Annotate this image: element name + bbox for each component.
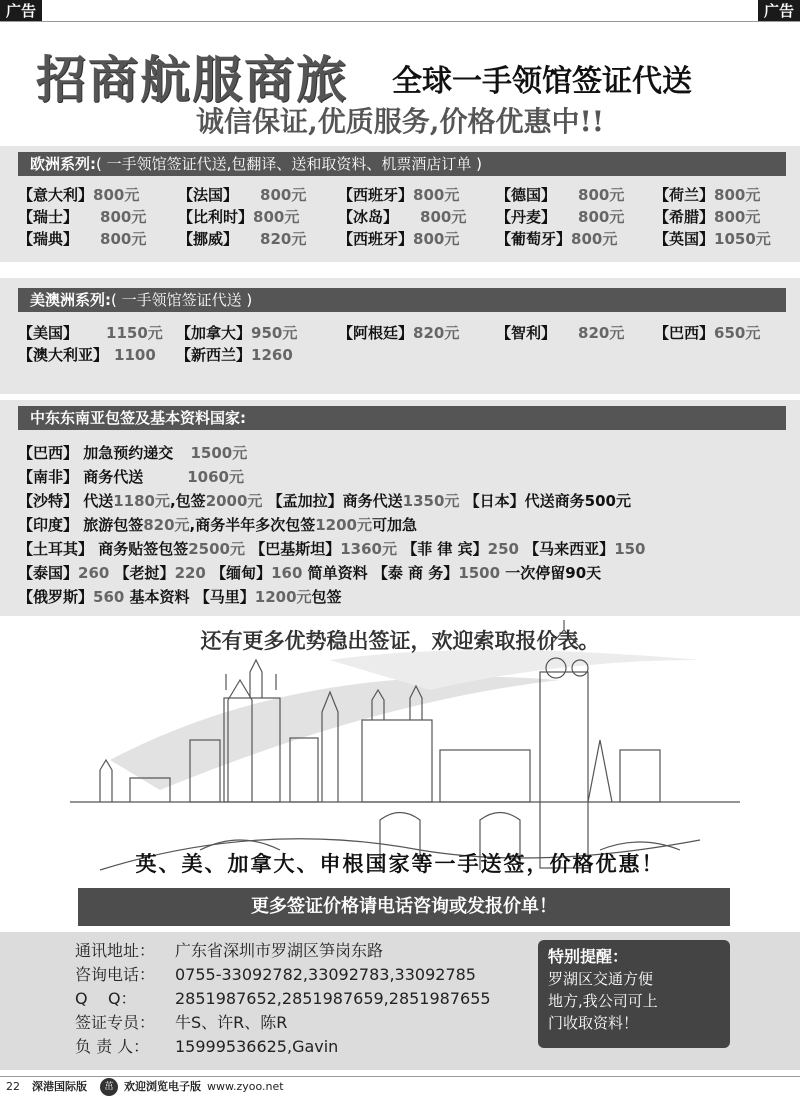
mideast-line-1 (18, 442, 247, 464)
country: 【加拿大】 (176, 324, 252, 342)
price: 800元 (93, 186, 140, 204)
phone-line (75, 964, 476, 986)
item: 【俄罗斯】 (18, 588, 94, 606)
country: 【巴西】 (654, 324, 715, 342)
price: 1100 (114, 346, 156, 364)
item: 【沙特】 代送 (18, 492, 114, 510)
head-label: 负 责 人： (75, 1037, 150, 1056)
europe-section-header (18, 152, 786, 176)
item: 简单资料 【泰 商 务】 (302, 564, 459, 582)
item: ,商务半年多次包签 (189, 516, 316, 534)
item: ,包签 (169, 492, 206, 510)
country: 【新西兰】 (176, 346, 252, 364)
country: 【瑞典】 (18, 230, 79, 248)
price: 800元 (578, 208, 625, 226)
country: 【丹麦】 (496, 208, 557, 226)
item: 【印度】 旅游包签 (18, 516, 144, 534)
countries-text: 英、美、加拿大、申根国家等一手送签，价格优惠！ (135, 851, 665, 876)
price: 1150元 (106, 324, 163, 342)
americas-section (0, 278, 800, 394)
price: 950元 (251, 324, 298, 342)
mideast-line-3 (18, 490, 631, 512)
item: 【土耳其】 商务贴签包签 (18, 540, 189, 558)
header (0, 30, 800, 142)
footer (0, 1074, 800, 1100)
price: 800元 (714, 208, 761, 226)
price: 800元 (100, 230, 147, 248)
price: 800元 (714, 186, 761, 204)
ad-label-left: 广告 (0, 0, 42, 22)
item: 【老挝】 (109, 564, 175, 582)
item: 基本资料 【马里】 (124, 588, 255, 606)
publisher-logo-icon: 茁 (100, 1078, 118, 1096)
page-number: 22 (6, 1080, 20, 1093)
tagline: 诚信保证,优质服务,价格优惠中!! (195, 105, 605, 138)
price: 800元 (253, 208, 300, 226)
price: 220 (174, 564, 206, 582)
qq-label: Q Q： (75, 989, 137, 1008)
price: 800元 (420, 208, 467, 226)
item: 【菲 律 宾】 (396, 540, 488, 558)
mideast-section-header (18, 406, 786, 430)
price: 1500 (458, 564, 501, 582)
country: 【澳大利亚】 (18, 346, 109, 364)
country: 【荷兰】 (654, 186, 715, 204)
country: 【西班牙】 (338, 230, 414, 248)
americas-note: ( 一手领馆签证代送 ) (111, 291, 253, 309)
price: 1350元 (402, 492, 460, 510)
phone-label: 咨询电话： (75, 965, 156, 984)
americas-title: 美澳洲系列: (30, 291, 111, 309)
price: 560 (93, 588, 125, 606)
price: 2000元 (205, 492, 263, 510)
notice-title: 特别提醒： (548, 947, 629, 966)
price: 1200元 (315, 516, 372, 534)
price: 800元 (100, 208, 147, 226)
country: 【英国】 (654, 230, 715, 248)
price: 800元 (571, 230, 618, 248)
website-link[interactable]: www.zyoo.net (207, 1080, 284, 1093)
item: 【南非】 商务代送 (18, 468, 144, 486)
country: 【瑞士】 (18, 208, 79, 226)
qq-value: 2851987652,2851987659,2851987655 (175, 989, 491, 1008)
price: 150 (614, 540, 646, 558)
price: 2500元 (188, 540, 245, 558)
phone-value: 0755-33092782,33092783,33092785 (175, 965, 476, 984)
item: 【巴西】 加急预约递交 (18, 444, 174, 462)
item: 【马来西亚】 (518, 540, 615, 558)
price: 1050元 (714, 230, 771, 248)
staff-label: 签证专员： (75, 1013, 156, 1032)
mideast-line-6 (18, 562, 601, 584)
item: 【泰国】 (18, 564, 79, 582)
country: 【美国】 (18, 324, 79, 342)
head-value: 15999536625,Gavin (175, 1037, 339, 1056)
country: 【德国】 (496, 186, 557, 204)
price: 250 (487, 540, 519, 558)
contact-section (0, 932, 800, 1070)
mideast-section (0, 400, 800, 616)
country: 【挪威】 (178, 230, 239, 248)
price: 1260 (251, 346, 293, 364)
mideast-line-7 (18, 586, 342, 608)
item: 【巴基斯坦】 (244, 540, 341, 558)
edition-label: 深港国际版 (32, 1080, 87, 1093)
price: 800元 (413, 186, 460, 204)
price: 650元 (714, 324, 761, 342)
item: 【日本】代送商务500元 (459, 492, 631, 510)
notice-line: 地方,我公司可上 (548, 992, 658, 1010)
slogan: 全球一手领馆签证代送 (392, 64, 692, 99)
price: 160 (271, 564, 303, 582)
price: 1500元 (190, 444, 248, 462)
price: 800元 (260, 186, 307, 204)
price: 1180元 (113, 492, 170, 510)
europe-section (0, 146, 800, 262)
cta-banner: 更多签证价格请电话咨询或发报价单！ (78, 888, 730, 926)
item: 【缅甸】 (205, 564, 272, 582)
mideast-title: 中东东南亚包签及基本资料国家: (30, 409, 247, 427)
item: 可加急 (372, 516, 418, 534)
country: 【比利时】 (178, 208, 254, 226)
mideast-line-5 (18, 538, 646, 560)
brand-title: 招商航服商旅 (36, 51, 348, 109)
welcome-text: 欢迎浏览电子版 (124, 1080, 201, 1093)
country: 【意大利】 (18, 186, 94, 204)
item: 包签 (311, 588, 342, 606)
staff-value: 牛S、许R、陈R (175, 1013, 288, 1032)
notice-line: 罗湖区交通方便 (548, 970, 654, 988)
price: 820元 (260, 230, 307, 248)
staff-line (75, 1012, 287, 1034)
item: 一次停留90天 (500, 564, 602, 582)
item: 【孟加拉】商务代送 (262, 492, 403, 510)
europe-title: 欧洲系列: (30, 155, 96, 173)
special-notice (538, 940, 730, 1048)
price: 820元 (143, 516, 190, 534)
country: 【西班牙】 (338, 186, 414, 204)
price: 800元 (578, 186, 625, 204)
country: 【葡萄牙】 (496, 230, 572, 248)
notice-line: 门收取资料！ (548, 1014, 639, 1032)
mideast-line-4 (18, 514, 417, 536)
country: 【冰岛】 (338, 208, 399, 226)
europe-note: ( 一手领馆签证代送,包翻译、送和取资料、机票酒店订单 ) (96, 155, 483, 173)
more-visas-text: 还有更多优势稳出签证，欢迎索取报价表。 (200, 628, 600, 653)
price: 260 (78, 564, 110, 582)
qq-line (75, 988, 491, 1010)
americas-section-header (18, 288, 786, 312)
country: 【法国】 (178, 186, 239, 204)
head-line (75, 1036, 338, 1058)
mideast-line-2 (18, 466, 244, 488)
address-line (75, 940, 383, 962)
sky-swoosh (110, 677, 560, 790)
address-label: 通讯地址： (75, 941, 156, 960)
country: 【智利】 (496, 324, 557, 342)
ad-label-right: 广告 (758, 0, 800, 22)
price: 1060元 (187, 468, 244, 486)
price: 1360元 (340, 540, 397, 558)
price: 820元 (413, 324, 460, 342)
country: 【希腊】 (654, 208, 715, 226)
address-value: 广东省深圳市罗湖区笋岗东路 (175, 941, 384, 960)
price: 820元 (578, 324, 625, 342)
country: 【阿根廷】 (338, 324, 414, 342)
top-divider (0, 21, 800, 22)
price: 800元 (413, 230, 460, 248)
price: 1200元 (254, 588, 312, 606)
